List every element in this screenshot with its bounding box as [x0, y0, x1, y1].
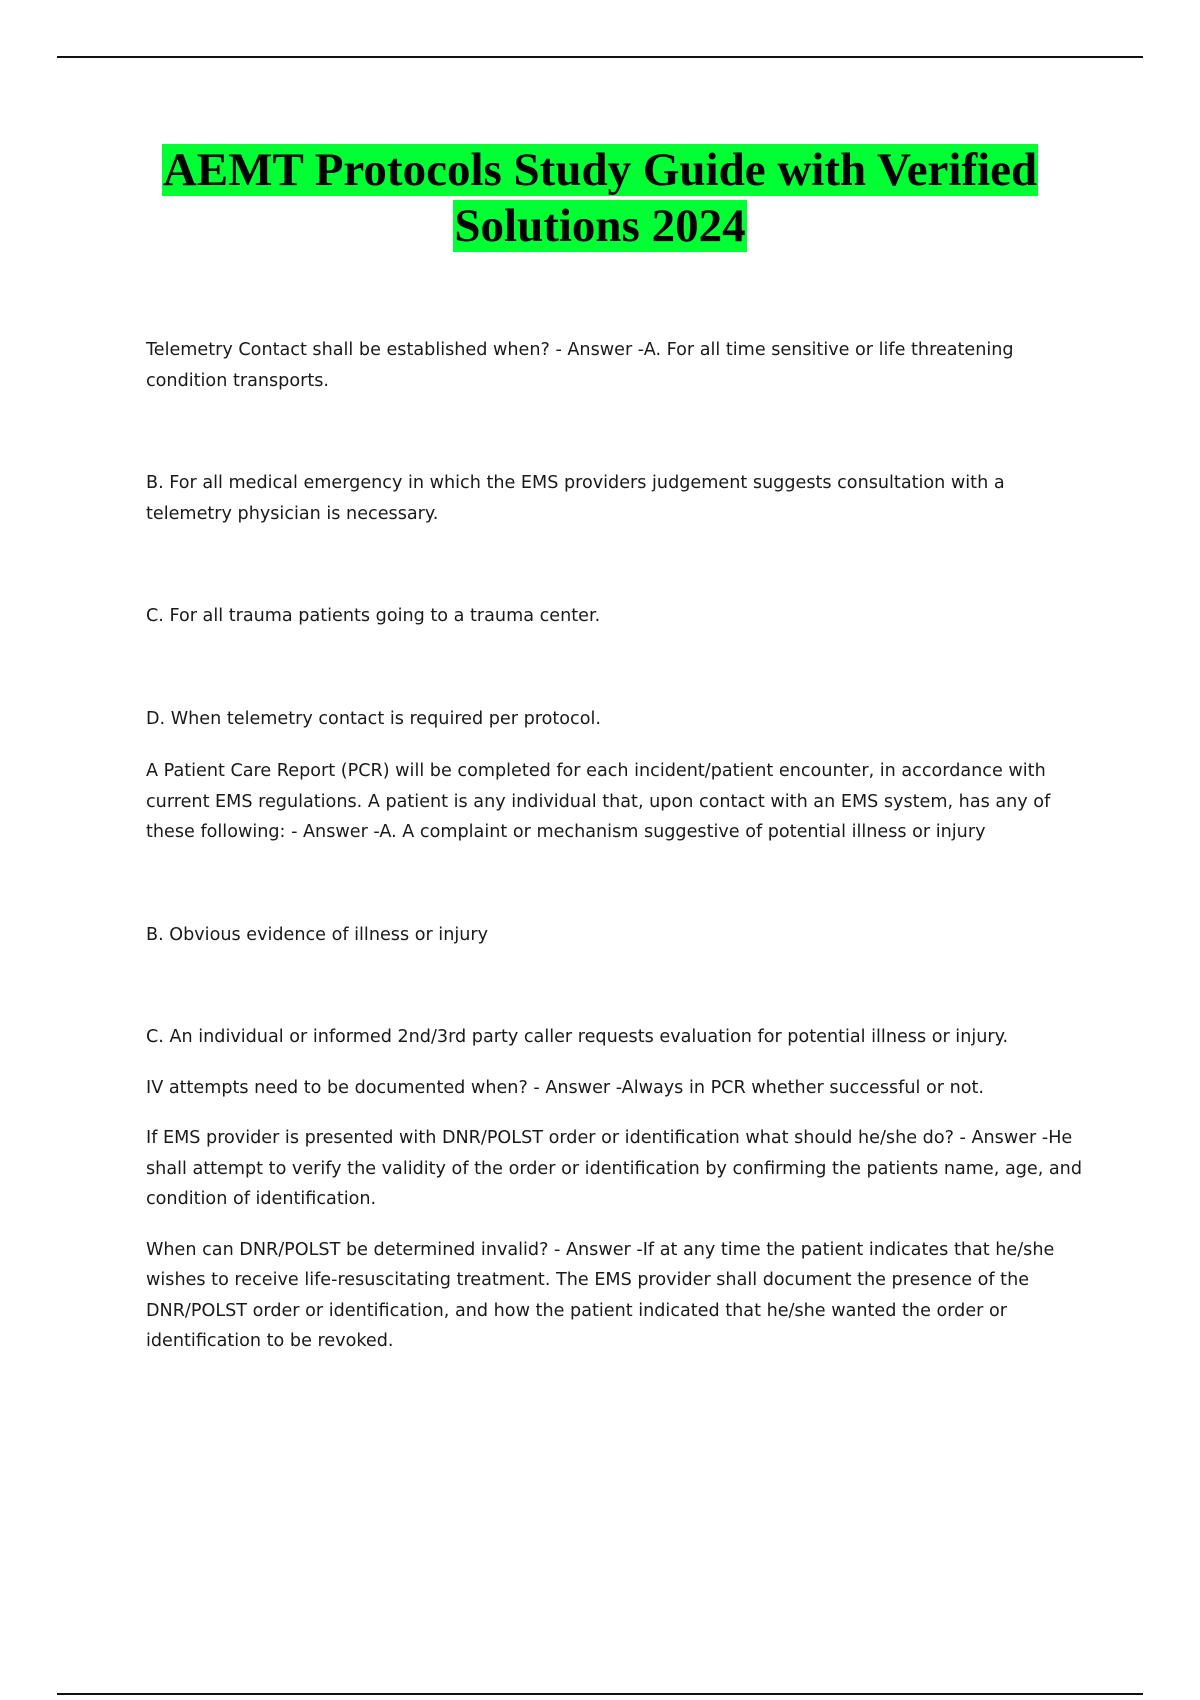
top-rule — [57, 56, 1143, 58]
paragraph-pcr-option-b: B. Obvious evidence of illness or injury — [146, 924, 489, 945]
paragraph-telemetry-option-b: B. For all medical emergency in which the EMS providers judgement suggests consultation with a telemetry physician is necessary. — [146, 473, 1005, 524]
paragraph-telemetry-option-d: D. When telemetry contact is required per protocol. — [146, 708, 601, 729]
paragraph-telemetry-option-c: C. For all trauma patients going to a trauma center. — [146, 606, 601, 626]
title-line-2: Solutions 2024 — [454, 200, 746, 252]
bottom-rule — [57, 1693, 1143, 1695]
title-line-1: AEMT Protocols Study Guide with Verified — [162, 144, 1038, 196]
paragraph-dnr-invalid: When can DNR/POLST be determined invalid? - Answer -If at any time the patient indicates that he/she wishes to receive life-resuscitating treatment. The EMS provider shall document the presence of the DNR/POLST order or identification, and how the patient indicated that he/she wanted the order or identification to be revoked. — [146, 1239, 1055, 1351]
paragraph-dnr-verify: If EMS provider is presented with DNR/POLST order or identification what should he/she do? - Answer -He shall attempt to verify the validity of the order or identification by confirming the patients name, age, and condition of identification. — [146, 1128, 1082, 1209]
document-title — [100, 142, 1100, 254]
document-body — [146, 335, 1096, 1357]
paragraph-telemetry-question: Telemetry Contact shall be established when? - Answer -A. For all time sensitive or life threatening condition transports. — [146, 340, 1014, 391]
paragraph-pcr-option-c: C. An individual or informed 2nd/3rd party caller requests evaluation for potential illness or injury. — [146, 1027, 1009, 1047]
paragraph-iv-attempts: IV attempts need to be documented when? - Answer -Always in PCR whether successful or not. — [146, 1077, 984, 1098]
paragraph-pcr-question: A Patient Care Report (PCR) will be completed for each incident/patient encounter, in accordance with current EMS regulations. A patient is any individual that, upon contact with an EMS system, has any of these following: - Answer -A. A complaint or mechanism suggestive of potential illness or injury — [146, 761, 1051, 842]
